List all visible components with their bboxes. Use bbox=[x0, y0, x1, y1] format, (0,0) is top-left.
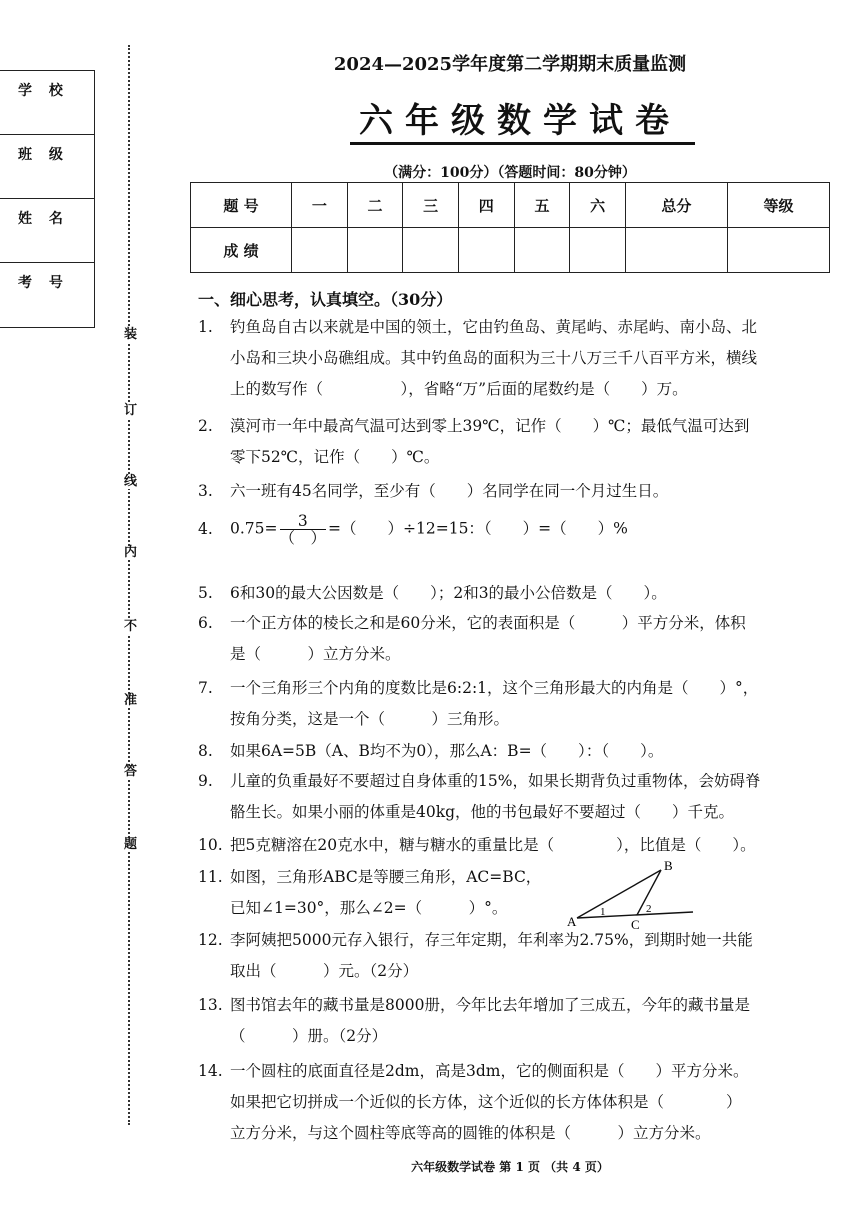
question-suffix: =（ ）÷12=15：（ ）=（ ）% bbox=[328, 519, 628, 538]
angle-2-label: 2 bbox=[646, 903, 652, 915]
question-number: 14. bbox=[198, 1062, 223, 1080]
question-number: 10. bbox=[198, 836, 223, 854]
question-8 bbox=[198, 736, 838, 767]
score-cell[interactable] bbox=[403, 228, 459, 273]
question-number: 13. bbox=[198, 996, 223, 1014]
exam-info: （满分：100分）（答题时间：80分钟） bbox=[384, 165, 636, 181]
question-line: 一个正方体的棱长之和是60分米，它的表面积是（ ）平方分米，体积 bbox=[230, 614, 746, 632]
question-number: 6. bbox=[198, 614, 213, 632]
score-cell[interactable] bbox=[570, 228, 626, 273]
question-line: 按角分类，这是一个（ ）三角形。 bbox=[230, 710, 510, 728]
question-line: 李阿姨把5000元存入银行，存三年定期，年利率为2.75%，到期时她一共能 bbox=[230, 931, 753, 949]
question-5 bbox=[198, 578, 838, 609]
score-header-cell: 总分 bbox=[625, 183, 727, 228]
angle-1-label: 1 bbox=[600, 906, 606, 918]
question-line: 零下52℃，记作（ ）℃。 bbox=[230, 448, 440, 466]
score-table bbox=[190, 182, 830, 273]
score-header-cell: 题 号 bbox=[191, 183, 292, 228]
question-number: 12. bbox=[198, 931, 223, 949]
question-line: 是（ ）立方分米。 bbox=[230, 645, 401, 663]
vertex-b-label: B bbox=[664, 860, 673, 873]
question-6 bbox=[198, 608, 838, 670]
title-underline bbox=[350, 142, 695, 145]
question-line: 图书馆去年的藏书量是8000册，今年比去年增加了三成五，今年的藏书量是 bbox=[230, 996, 750, 1014]
question-line: 如果把它切拼成一个近似的长方体，这个近似的长方体体积是（ ） bbox=[230, 1093, 742, 1111]
question-line: 立方分米，与这个圆柱等底等高的圆锥的体积是（ ）立方分米。 bbox=[230, 1124, 711, 1142]
question-line: 一个圆柱的底面直径是2dm，高是3dm，它的侧面积是（ ）平方分米。 bbox=[230, 1062, 749, 1080]
score-cell[interactable] bbox=[458, 228, 514, 273]
score-cell[interactable] bbox=[727, 228, 829, 273]
question-line: 骼生长。如果小丽的体重是40kg，他的书包最好不要超过（ ）千克。 bbox=[230, 803, 735, 821]
question-11 bbox=[198, 862, 838, 924]
isosceles-triangle-figure bbox=[565, 860, 697, 930]
question-line: 把5克糖溶在20克水中，糖与糖水的重量比是（ ），比值是（ ）。 bbox=[230, 836, 756, 854]
school-field[interactable] bbox=[0, 71, 94, 135]
score-cell[interactable] bbox=[347, 228, 403, 273]
exam-number-label: 考 号 bbox=[18, 275, 69, 291]
section-title: 一、细心思考，认真填空。（30分） bbox=[198, 290, 453, 309]
question-line: 已知∠1=30°，那么∠2=（ ）°。 bbox=[230, 899, 508, 917]
exam-header-title: 2024—2025学年度第二学期期末质量监测 bbox=[333, 54, 687, 75]
question-line: 如果6A=5B（A、B均不为0），那么A：B=（ ）：（ ）。 bbox=[230, 742, 664, 760]
name-label: 姓 名 bbox=[18, 211, 69, 227]
score-header-cell: 一 bbox=[292, 183, 348, 228]
question-7 bbox=[198, 673, 838, 735]
score-header-cell: 四 bbox=[458, 183, 514, 228]
score-header-cell: 三 bbox=[403, 183, 459, 228]
binding-char: 题 bbox=[124, 837, 138, 852]
fraction-numerator: 3 bbox=[280, 513, 327, 530]
question-number: 9. bbox=[198, 772, 213, 790]
fraction-denominator: （ ） bbox=[279, 529, 327, 547]
question-number: 3. bbox=[198, 482, 213, 500]
question-number: 8. bbox=[198, 742, 213, 760]
question-number: 2. bbox=[198, 417, 213, 435]
student-info-box bbox=[0, 70, 95, 328]
question-4 bbox=[198, 513, 838, 546]
question-14 bbox=[198, 1056, 838, 1149]
question-line: 6和30的最大公因数是（ ）；2和3的最小公倍数是（ ）。 bbox=[230, 584, 667, 602]
exam-number-field[interactable] bbox=[0, 263, 94, 327]
question-10 bbox=[198, 830, 838, 861]
question-2 bbox=[198, 411, 838, 473]
score-header-cell: 五 bbox=[514, 183, 570, 228]
question-3 bbox=[198, 476, 838, 507]
question-13 bbox=[198, 990, 838, 1052]
score-cell[interactable] bbox=[625, 228, 727, 273]
score-header-cell: 六 bbox=[570, 183, 626, 228]
score-table-header-row bbox=[191, 183, 830, 228]
fraction bbox=[280, 513, 327, 546]
question-line: 儿童的负重最好不要超过自身体重的15%，如果长期背负过重物体，会妨碍脊 bbox=[230, 772, 761, 790]
question-line: 如图，三角形ABC是等腰三角形，AC=BC， bbox=[230, 868, 542, 886]
question-line: 取出（ ）元。（2分） bbox=[230, 962, 419, 980]
question-line: 钓鱼岛自古以来就是中国的领土，它由钓鱼岛、黄尾屿、赤尾屿、南小岛、北 bbox=[230, 318, 758, 336]
score-cell[interactable] bbox=[514, 228, 570, 273]
class-field[interactable] bbox=[0, 135, 94, 199]
vertex-c-label: C bbox=[631, 917, 640, 930]
question-line: （ ）册。（2分） bbox=[230, 1027, 388, 1045]
question-prefix: 0.75= bbox=[230, 519, 278, 538]
binding-char: 内 bbox=[124, 545, 138, 560]
binding-char: 准 bbox=[124, 693, 138, 708]
question-number: 1. bbox=[198, 318, 213, 336]
vertex-a-label: A bbox=[567, 914, 577, 929]
question-line: 小岛和三块小岛礁组成。其中钓鱼岛的面积为三十八万三千八百平方米，横线 bbox=[230, 349, 758, 367]
question-1 bbox=[198, 312, 838, 405]
score-header-cell: 等级 bbox=[727, 183, 829, 228]
exam-subject-title: 六年级数学试卷 bbox=[359, 101, 681, 141]
score-cell[interactable] bbox=[292, 228, 348, 273]
binding-char: 装 bbox=[124, 327, 138, 342]
question-line: 漠河市一年中最高气温可达到零上39℃，记作（ ）℃；最低气温可达到 bbox=[230, 417, 750, 435]
score-row-label: 成 绩 bbox=[191, 228, 292, 273]
score-table-score-row bbox=[191, 228, 830, 273]
binding-char: 订 bbox=[124, 403, 138, 418]
binding-char: 答 bbox=[124, 764, 138, 779]
question-number: 11. bbox=[198, 868, 223, 886]
name-field[interactable] bbox=[0, 199, 94, 263]
question-number: 7. bbox=[198, 679, 213, 697]
question-line: 一个三角形三个内角的度数比是6:2:1，这个三角形最大的内角是（ ）°， bbox=[230, 679, 759, 697]
class-label: 班 级 bbox=[18, 147, 69, 163]
question-line: 上的数写作（ ），省略“万”后面的尾数约是（ ）万。 bbox=[230, 380, 688, 398]
question-number: 5. bbox=[198, 584, 213, 602]
score-header-cell: 二 bbox=[347, 183, 403, 228]
binding-char: 线 bbox=[124, 474, 138, 489]
question-line: 六一班有45名同学，至少有（ ）名同学在同一个月过生日。 bbox=[230, 482, 669, 500]
binding-char: 不 bbox=[124, 619, 138, 634]
question-12 bbox=[198, 925, 838, 987]
page-footer: 六年级数学试卷 第 1 页 （共 4 页） bbox=[411, 1160, 609, 1174]
binding-dotted-line bbox=[128, 45, 130, 1125]
question-number: 4. bbox=[198, 519, 213, 538]
school-label: 学 校 bbox=[18, 83, 69, 99]
question-9 bbox=[198, 766, 838, 828]
